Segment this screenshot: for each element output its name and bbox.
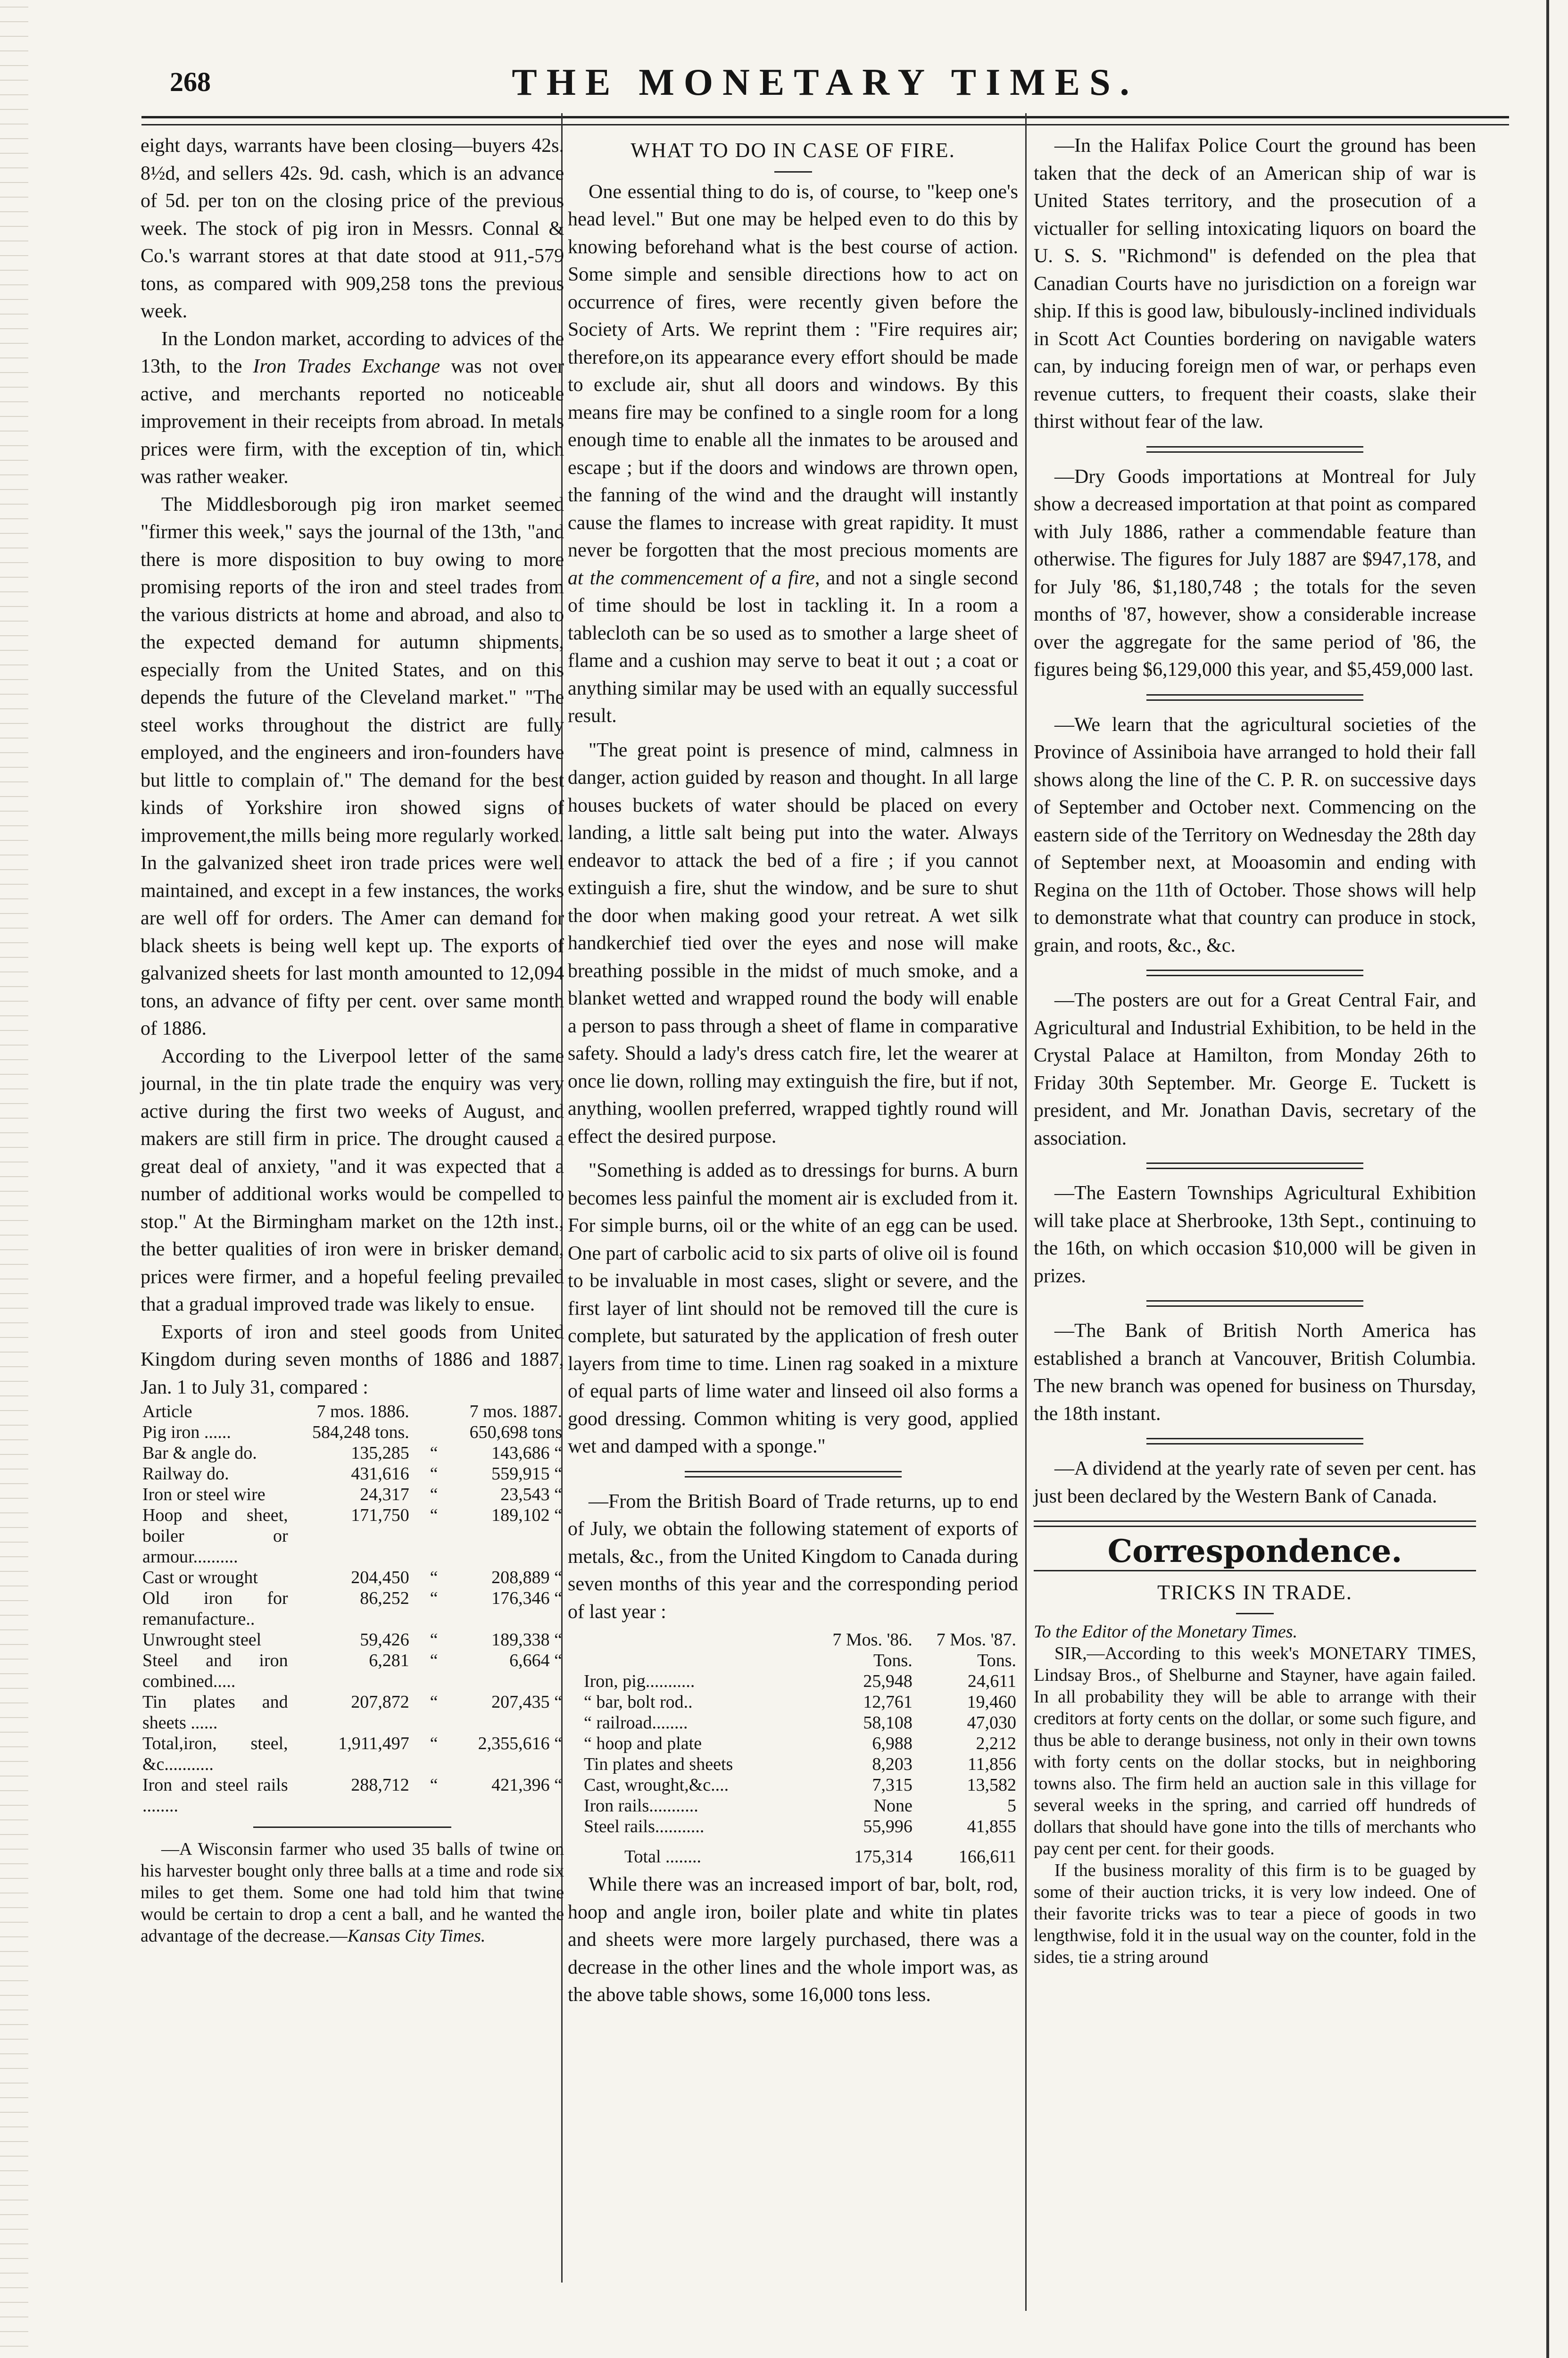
table-cell: 208,889 “	[491, 1568, 562, 1587]
table-cell: 8,203	[872, 1754, 913, 1774]
correspondence-heading: Correspondence.	[1107, 1533, 1402, 1569]
table-cell: 58,108	[863, 1713, 913, 1733]
table-header-cell: 7 Mos. '87.	[936, 1630, 1016, 1650]
table-row	[582, 1775, 1018, 1795]
table-header-cell: 7 Mos. '86.	[832, 1630, 913, 1650]
table-row	[141, 1650, 564, 1692]
table-row	[141, 1484, 564, 1505]
table-cell: 288,712	[351, 1775, 409, 1795]
article-title: WHAT TO DO IN CASE OF FIRE.	[631, 139, 955, 162]
table-cell: “	[430, 1775, 438, 1795]
section-rule	[685, 1471, 902, 1478]
paragraph: —Dry Goods importations at Montreal for July show a decreased importation at that point as compared with July 1886, rather a commendable feature than otherwise. The figures for July 1887 are $947,178, and for July '86, $1,180,748 ; the totals for the seven months of '87, however, show a considerable increase over the aggregate for the same period of '86, the figures being $6,129,000 this year, and $5,459,000 last.	[1034, 465, 1476, 681]
table-cell: 166,611	[958, 1847, 1016, 1867]
table-cell: 204,450	[351, 1568, 409, 1587]
paragraph: —The Bank of British North America has established a branch at Vancouver, British Columbia. The new branch was opened for business on Thursday, the 18th instant.	[1034, 1320, 1476, 1425]
table-cell: 86,252	[360, 1588, 409, 1608]
table-cell: Total,iron, steel, &c...........	[142, 1734, 288, 1774]
page-number: 268	[170, 66, 211, 97]
table-cell: “	[430, 1505, 438, 1525]
table-row	[141, 1629, 564, 1650]
table-cell: 584,248 tons.	[312, 1422, 409, 1442]
table-row	[582, 1816, 1018, 1837]
table-cell: Iron, pig...........	[584, 1671, 695, 1691]
table-cell: 6,281	[369, 1651, 409, 1670]
table-cell: 421,396 “	[491, 1775, 562, 1795]
table-cell: “	[430, 1588, 438, 1608]
table-total-row	[582, 1837, 1018, 1867]
paragraph: —From the British Board of Trade returns, up to end of July, we obtain the following statement of exports of metals, &c., from the United Kingdom to Canada during seven months of this year and the corresponding period of last year :	[568, 1490, 1018, 1623]
masthead-title: THE MONETARY TIMES.	[512, 62, 1139, 103]
paragraph: The Middlesborough pig iron market seemed "firmer this week," says the journal of the 13th, "and there is more disposition to buy owing to more promising reports of the iron and steel trades from the various districts at home and abroad, and also to the expected demand for autumn shipments, especially from the United States, and on this depends the future of the Cleveland market." "The steel works throughout the district are fully employed, and the engineers and iron-founders have but little to complain of." The demand for the best kinds of Yorkshire iron showed signs of improvement,the mills being more regularly worked. In the galvanized sheet iron trade prices were well maintained, and except in a few instances, the works are well off for orders. The Amer can demand for black sheets is being well kept up. The exports of galvanized sheets for last month amounted to 12,094 tons, an advance of fifty per cent. over same month of 1886.	[141, 493, 564, 1039]
column-right	[1034, 132, 1476, 1968]
column-left	[141, 132, 564, 1947]
paragraph: —A Wisconsin farmer who used 35 balls of twine on his harvester bought only three balls at a time and rode six miles to get them. Some one had told him that twine would be certain to drop a cent a ball, and he wanted the advantage of the decrease.—Kansas City Times.	[141, 1839, 564, 1946]
letter-salutation: To the Editor of the Monetary Times.	[1034, 1622, 1298, 1642]
table-cell: 24,317	[360, 1485, 409, 1504]
board-of-trade-table	[582, 1629, 1018, 1867]
section-rule	[1146, 1300, 1363, 1307]
exports-table	[141, 1401, 564, 1816]
paragraph: SIR,—According to this week's MONETARY TIMES, Lindsay Bros., of Shelburne and Stayner, have again failed. In all probability they will be able to arrange with their creditors at forty cents on the dollar, or some such figure, and thus be able to derange business, not only in their own towns with forty cents on the dollar stocks, but in neighboring towns also. The firm held an auction sale in this village for several weeks in the spring, and carried off hundreds of dollars that should have gone into the tills of merchants who pay cent per cent. for their goods.	[1034, 1644, 1476, 1859]
table-units-row	[582, 1650, 1018, 1671]
section-rule	[1146, 694, 1363, 701]
table-cell: Total ........	[624, 1847, 702, 1867]
paragraph: —We learn that the agricultural societies of the Province of Assiniboia have arranged to hold their fall shows along the line of the C. P. R. on successive days of September and October next. Commencing on the eastern side of the Territory on Wednesday the 28th day of September next, at Mooasomin and ending with Regina on the 11th of October. Those shows will help to demonstrate what that country can produce in stock, grain, and roots, &c., &c.	[1034, 714, 1476, 956]
table-header-row	[141, 1401, 564, 1422]
table-cell: Tin plates and sheets ......	[142, 1692, 288, 1733]
table-row	[582, 1795, 1018, 1816]
table-cell: Iron and steel rails ........	[142, 1775, 288, 1816]
table-cell: 11,856	[967, 1754, 1016, 1774]
table-cell: 55,996	[863, 1817, 913, 1836]
table-cell: 559,915 “	[491, 1464, 562, 1484]
exports-table-body	[141, 1422, 564, 1816]
table-header-cell: 7 mos. 1887.	[469, 1402, 562, 1421]
table-row	[141, 1775, 564, 1816]
table-cell: 207,435 “	[491, 1692, 562, 1712]
table-cell: Pig iron ......	[142, 1422, 231, 1442]
paragraph: Exports of iron and steel goods from United Kingdom during seven months of 1886 and 1887, Jan. 1 to July 31, compared :	[141, 1321, 564, 1398]
title-rule	[774, 171, 812, 173]
section-rule	[1146, 446, 1363, 453]
table-cell: Iron or steel wire	[142, 1485, 265, 1504]
table-cell: “	[430, 1630, 438, 1650]
table-cell: Steel and iron combined.....	[142, 1651, 288, 1691]
table-unit-cell: Tons.	[977, 1651, 1016, 1670]
section-rule	[1146, 970, 1363, 976]
paragraph: While there was an increased import of bar, bolt, rod, hoop and angle iron, boiler plate and white tin plates and sheets were more largely purchased, there was a decrease in the other lines and the whole import was, as the above table shows, some 16,000 tons less.	[568, 1874, 1018, 2006]
table-cell: “	[430, 1651, 438, 1670]
table-row	[582, 1754, 1018, 1775]
table-cell: 1,911,497	[338, 1734, 409, 1753]
table-cell: 24,611	[967, 1671, 1016, 1691]
table-header-row	[582, 1629, 1018, 1650]
title-rule	[1236, 1613, 1274, 1614]
table-cell: 59,426	[360, 1630, 409, 1650]
table-cell: 6,988	[872, 1734, 913, 1753]
board-of-trade-table-body	[582, 1671, 1018, 1837]
section-rule	[1146, 1438, 1363, 1445]
paragraph: One essential thing to do is, of course, to "keep one's head level." But one may be helped even to do this by knowing beforehand what is the best course of action. Some simple and sensible directions how to act on occurrence of fires, were recently given before the Society of Arts. We reprint them : "Fire requires air; therefore,on its appearance every effort should be made to exclude air, shut all doors and windows. By this means fire may be confined to a single room for a long enough time to enable all the inmates to be aroused and escape ; but if the doors and windows are thrown open, the fanning of the wind and the draught will instantly cause the flames to increase with great rapidity. It must never be forgotten that the most precious moments are at the commencement of a fire, and not a single second of time should be lost in tackling it. In a room a tablecloth can be so used as to smother a large sheet of flame and a cushion may serve to beat it out ; a coat or anything similar may be used with an equally successful result.	[568, 181, 1018, 727]
table-cell: 12,761	[863, 1692, 913, 1712]
table-cell: “	[430, 1734, 438, 1753]
paragraph: —The Eastern Townships Agricultural Exhibition will take place at Sherbrooke, 13th Sept., continuing to the 16th, on which occasion $10,000 will be given in prizes.	[1034, 1182, 1476, 1287]
table-row	[141, 1463, 564, 1484]
table-row	[141, 1422, 564, 1443]
table-row	[141, 1692, 564, 1733]
table-cell: 431,616	[351, 1464, 409, 1484]
paragraph: "The great point is presence of mind, calmness in danger, action guided by reason and thought. In all large houses buckets of water should be placed on every landing, a little salt being put into the water. Always endeavor to attack the bed of a fire ; if you cannot extinguish a fire, shut the window, and be sure to shut the door when making good your retreat. A wet silk handkerchief tied over the eyes and nose will make breathing possible in the midst of much smoke, and a blanket wetted and wrapped round the body will enable a person to pass through a sheet of flame in comparative safety. Should a lady's dress catch fire, let the wearer at once lie down, rolling may extinguish the fire, but if not, anything, woollen preferred, wrapped tightly round will effect the desired purpose.	[568, 739, 1018, 1147]
table-cell: 7,315	[872, 1775, 913, 1795]
paragraph: —In the Halifax Police Court the ground has been taken that the deck of an American ship of war is United States territory, and the prosecution of a victualler for selling intoxicating liquors on board the U. S. S. "Richmond" is defended on the plea that Canadian Courts have no jurisdiction on a foreign war ship. If this is good law, bibulously-inclined individuals in Scott Act Counties bordering on navigable waters can, by inducing foreign men of war, or perhaps even revenue cutters, to frequent their coasts, slake their thirst without fear of the law.	[1034, 135, 1476, 432]
table-header-cell: 7 mos. 1886.	[316, 1402, 409, 1421]
table-cell: “ railroad........	[584, 1713, 688, 1733]
table-cell: “	[430, 1568, 438, 1587]
table-cell: “ hoop and plate	[584, 1734, 702, 1753]
table-cell: 135,285	[351, 1443, 409, 1463]
table-cell: 5	[1007, 1796, 1016, 1816]
paragraph: According to the Liverpool letter of the same journal, in the tin plate trade the enquiry was very active during the first two weeks of August, and makers are still firm in price. The drought caused a great deal of anxiety, "and it was expected that a number of additional works would be compelled to stop." At the Birmingham market on the 12th inst., the better qualities of iron were in brisker demand, prices were firmer, and a hopeful feeling prevailed that a gradual improved trade was likely to ensue.	[141, 1045, 564, 1315]
table-cell: 41,855	[967, 1817, 1016, 1836]
paragraph: —A dividend at the yearly rate of seven per cent. has just been declared by the Western Bank of Canada.	[1034, 1458, 1476, 1507]
table-cell: Iron rails...........	[584, 1796, 698, 1816]
table-cell: 189,102 “	[491, 1505, 562, 1525]
table-cell: 2,212	[976, 1734, 1016, 1753]
table-cell	[411, 1422, 457, 1443]
table-row	[141, 1588, 564, 1629]
table-row	[141, 1733, 564, 1775]
table-cell: 650,698 tons	[469, 1422, 562, 1442]
paragraph: eight days, warrants have been closing—buyers 42s. 8½d, and sellers 42s. 9d. cash, which is an advance of 5d. per ton on the closing price of the previous week. The stock of pig iron in Messrs. Connal & Co.'s warrant stores at that date stood at 911,-579 tons, as compared with 909,258 tons the previous week.	[141, 135, 564, 322]
table-cell: 23,543 “	[500, 1485, 562, 1504]
table-cell: 2,355,616 “	[478, 1734, 562, 1753]
paragraph: If the business morality of this firm is to be guaged by some of their auction tricks, it is very low indeed. One of their favorite tricks was to tear a piece of goods in two lengthwise, fold it in the usual way on the counter, fold in the sides, tie a string around	[1034, 1860, 1476, 1967]
table-cell: 176,346 “	[491, 1588, 562, 1608]
table-cell: Railway do.	[142, 1464, 229, 1484]
table-cell: “	[430, 1464, 438, 1484]
table-cell: 13,582	[967, 1775, 1016, 1795]
section-rule	[1146, 1162, 1363, 1169]
page-header	[141, 61, 1509, 118]
table-cell: 207,872	[351, 1692, 409, 1712]
table-cell: 143,686 “	[491, 1443, 562, 1463]
column-middle	[568, 132, 1018, 2009]
table-cell: “	[430, 1485, 438, 1504]
table-cell: Old iron for remanufacture..	[142, 1588, 288, 1629]
table-cell: Unwrought steel	[142, 1630, 262, 1650]
table-cell: Cast, wrought,&c....	[584, 1775, 729, 1795]
table-cell: 171,750	[351, 1505, 409, 1525]
table-cell: 175,314	[854, 1847, 913, 1867]
table-cell: 25,948	[863, 1671, 913, 1691]
table-row	[582, 1733, 1018, 1754]
table-cell: “	[430, 1692, 438, 1712]
table-cell: “	[430, 1443, 438, 1463]
table-row	[141, 1443, 564, 1463]
paragraph: "Something is added as to dressings for burns. A burn becomes less painful the moment air is excluded from it. For simple burns, oil or the white of an egg can be used. One part of carbolic acid to six parts of olive oil is found to be invaluable in most cases, slight or severe, and the first layer of lint should not be removed till the cure is complete, but saturated by the application of fresh outer layers from time to time. Linen rag soaked in a mixture of equal parts of lime water and linseed oil also forms a good dressing. Common whiting is very good, applied wet and damped with a sponge."	[568, 1160, 1018, 1457]
section-rule	[253, 1827, 451, 1828]
column-divider	[1025, 113, 1027, 2311]
table-unit-cell: Tons.	[873, 1651, 913, 1670]
table-cell: Hoop and sheet, boiler or armour..........	[142, 1505, 288, 1567]
section-rule	[1034, 1520, 1476, 1527]
article-title: TRICKS IN TRADE.	[1157, 1580, 1352, 1604]
table-cell: 47,030	[967, 1713, 1016, 1733]
table-row	[582, 1671, 1018, 1692]
table-row	[141, 1505, 564, 1567]
header-rule	[141, 116, 1509, 125]
table-cell: Tin plates and sheets	[584, 1754, 733, 1774]
table-cell: “ bar, bolt rod..	[584, 1692, 693, 1712]
paragraph: —The posters are out for a Great Central Fair, and Agricultural and Industrial Exhibition, to be held in the Crystal Palace at Hamilton, from Monday 26th to Friday 30th September. Mr. George E. Tuckett is president, and Mr. Jonathan Davis, secretary of the association.	[1034, 989, 1476, 1149]
table-cell: None	[873, 1796, 913, 1816]
table-cell: Steel rails...........	[584, 1817, 705, 1836]
table-cell: 189,338 “	[491, 1630, 562, 1650]
table-header-cell: Article	[142, 1402, 192, 1421]
table-cell: Cast or wrought	[142, 1568, 258, 1587]
page-edge-rule	[1546, 0, 1549, 2358]
paragraph: In the London market, according to advices of the 13th, to the Iron Trades Exchange was not over active, and merchants reported no noticeable improvement in their receipts from abroad. In metals prices were firm, with the exception of tin, which was rather weaker.	[141, 328, 564, 488]
table-cell: 6,664 “	[509, 1651, 562, 1670]
table-cell: Bar & angle do.	[142, 1443, 257, 1463]
table-row	[582, 1692, 1018, 1712]
section-rule	[1034, 1570, 1476, 1571]
table-row	[582, 1712, 1018, 1733]
page-margin-binding	[0, 0, 28, 2358]
table-row	[141, 1567, 564, 1588]
table-cell: 19,460	[967, 1692, 1016, 1712]
